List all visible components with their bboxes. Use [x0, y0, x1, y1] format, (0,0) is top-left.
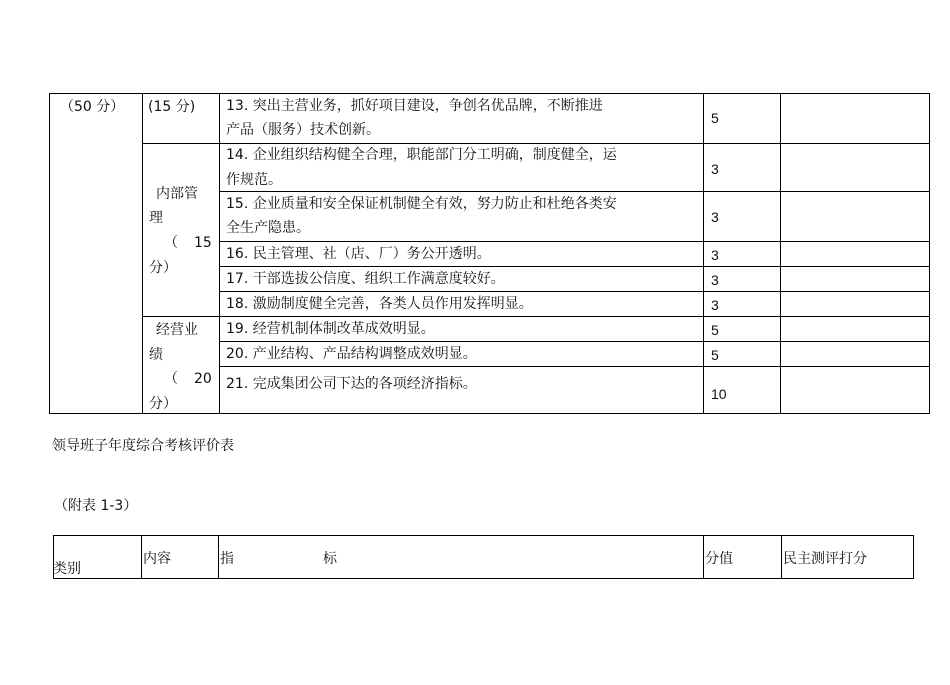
- score-value: 3: [711, 297, 719, 313]
- score-value: 3: [711, 209, 719, 225]
- score-value: 3: [711, 247, 719, 263]
- indicator-text-cont: 作规范。: [226, 172, 282, 188]
- header-democratic-vote: 民主测评打分: [783, 551, 867, 567]
- indicator-text: 15. 企业质量和安全保证机制健全有效，努力防止和杜绝各类安: [226, 196, 617, 212]
- category-score-label: （50 分）: [60, 99, 125, 115]
- score-value: 3: [711, 161, 719, 177]
- header-indicator: 指: [220, 551, 234, 567]
- header-score: 分值: [705, 551, 733, 567]
- indicator-text: 17. 干部选拔公信度、组织工作满意度较好。: [226, 271, 505, 287]
- header-category: 类别: [53, 561, 81, 577]
- indicator-text: 19. 经营机制体制改革成效明显。: [226, 321, 435, 337]
- indicator-text: 14. 企业组织结构健全合理，职能部门分工明确，制度健全，运: [226, 147, 617, 163]
- form-title: 领导班子年度综合考核评价表: [52, 438, 234, 454]
- header-indicator-2: 标: [323, 551, 337, 567]
- indicator-text: 21. 完成集团公司下达的各项经济指标。: [226, 376, 477, 392]
- indicator-text-cont: 全生产隐患。: [226, 220, 310, 236]
- indicator-text: 13. 突出主营业务，抓好项目建设，争创名优品牌，不断推进: [226, 98, 603, 114]
- score-value: 5: [711, 322, 719, 338]
- header-content: 内容: [143, 551, 171, 567]
- indicator-text: 20. 产业结构、产品结构调整成效明显。: [226, 346, 477, 362]
- score-value: 3: [711, 272, 719, 288]
- group-score-label: (15 分): [148, 99, 196, 115]
- indicator-text-cont: 产品（服务）技术创新。: [226, 122, 380, 138]
- score-value: 5: [711, 110, 719, 126]
- score-value: 10: [711, 386, 727, 402]
- score-value: 5: [711, 347, 719, 363]
- indicator-text: 16. 民主管理、社（店、厂）务公开透明。: [226, 246, 491, 262]
- indicator-text: 18. 激励制度健全完善，各类人员作用发挥明显。: [226, 296, 533, 312]
- appendix-label: （附表 1-3）: [54, 498, 138, 514]
